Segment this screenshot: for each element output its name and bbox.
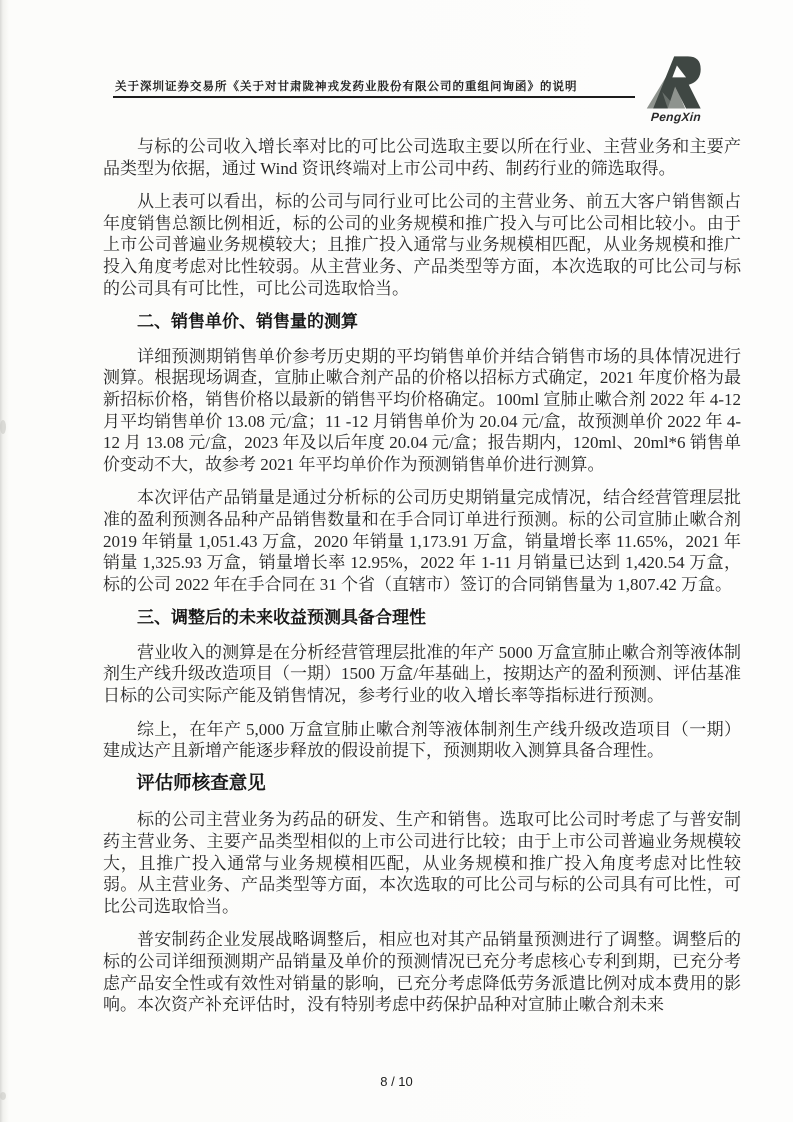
pengxin-r-logo-icon <box>640 52 712 112</box>
paragraph-section2-2: 本次评估产品销量是通过分析标的公司历史期销量完成情况，结合经营管理层批准的盈利预测各品种产品销售数量和在手合同订单进行预测。标的公司宣肺止嗽合剂 2019 年销量 1,051.43 万盒，2020 年销量 1,173.91 万盒，销量增长率 11.65%，2021 年销量 1,325.93 万盒，销量增长率 12.95%，2022 年 1-11 月销量已达到 1,420.54 万盒，标的公司 2022 年在手合同在 31 个省（直辖市）签订的合同销售量为 1,807.42 万盒。 <box>103 488 741 594</box>
scan-artifact <box>0 1092 6 1100</box>
review-opinion-heading: 评估师核查意见 <box>136 773 266 794</box>
header-rule <box>113 96 635 98</box>
paragraph-review-1: 标的公司主营业务为药品的研发、生产和销售。选取可比公司时考虑了与普安制药主营业务、主要产品类型相似的上市公司进行比较；由于上市公司普遍业务规模较大，且推广投入通常与业务规模相匹配，从业务规模和推广投入角度考虑对比性较弱。从主营业务、产品类型等方面，本次选取的可比公司与标的公司具有可比性，可比公司选取恰当。 <box>103 810 741 916</box>
document-body <box>103 136 741 1028</box>
paragraph-section2-1: 详细预测期销售单价参考历史期的平均销售单价并结合销售市场的具体情况进行测算。根据现场调查，宣肺止嗽合剂产品的价格以招标方式确定，2021 年度价格为最新招标价格，销售价格以最新的销售平均价格确定。100ml 宣肺止嗽合剂 2022 年 4-12 月平均销售单价 13.08 元/盒；11 -12 月销售单价为 20.04 元/盒，故预测单价 2022 年 4-12 月 13.08 元/盒，2023 年及以后年度 20.04 元/盒；报告期内，120ml、20ml*6 销售单价变动不大，故参考 2021 年平均单价作为预测销售单价进行测算。 <box>103 346 741 474</box>
paragraph-intro-2: 从上表可以看出，标的公司与同行业可比公司的主营业务、前五大客户销售额占年度销售总额比例相近，标的公司的业务规模和推广投入与可比公司相比较小。由于上市公司普遍业务规模较大；且推广投入通常与业务规模相匹配，从业务规模和推广投入角度考虑对比性较弱。从主营业务、产品类型等方面，本次选取的可比公司与标的公司具有可比性，可比公司选取恰当。 <box>103 192 741 298</box>
logo-brand-text: PengXin <box>650 110 702 124</box>
section-heading-2: 二、销售单价、销售量的测算 <box>137 312 358 332</box>
document-header-title: 关于深圳证券交易所《关于对甘肃陇神戎发药业股份有限公司的重组问询函》的说明 <box>115 81 578 93</box>
page-number: 8 / 10 <box>380 1074 413 1089</box>
paragraph-section3-2: 综上，在年产 5,000 万盒宣肺止嗽合剂等液体制剂生产线升级改造项目（一期）建成达产且新增产能逐步释放的假设前提下，预测期收入测算具备合理性。 <box>103 719 741 761</box>
scan-artifact <box>0 420 6 434</box>
paragraph-intro-1: 与标的公司收入增长率对比的可比公司选取主要以所在行业、主营业务和主要产品类型为依据，通过 Wind 资讯终端对上市公司中药、制药行业的筛选取得。 <box>103 137 741 178</box>
paragraph-section3-1: 营业收入的测算是在分析经营管理层批准的年产 5000 万盒宣肺止嗽合剂等液体制剂生产线升级改造项目（一期）1500 万盒/年基础上，按期达产的盈利预测、评估基准日标的公司实际产能及销售情况，参考行业的收入增长率等指标进行预测。 <box>103 642 741 706</box>
company-logo <box>640 52 712 124</box>
paragraph-review-2: 普安制药企业发展战略调整后，相应也对其产品销量预测进行了调整。调整后的标的公司详细预测期产品销量及单价的预测情况已充分考虑核心专利到期，已充分考虑产品安全性或有效性对销量的影响，已充分考虑降低劳务派遣比例对成本费用的影响。本次资产补充评估时，没有特别考虑中药保护品种对宣肺止嗽合剂未来 <box>103 930 741 1015</box>
section-heading-3: 三、调整后的未来收益预测具备合理性 <box>137 608 426 628</box>
